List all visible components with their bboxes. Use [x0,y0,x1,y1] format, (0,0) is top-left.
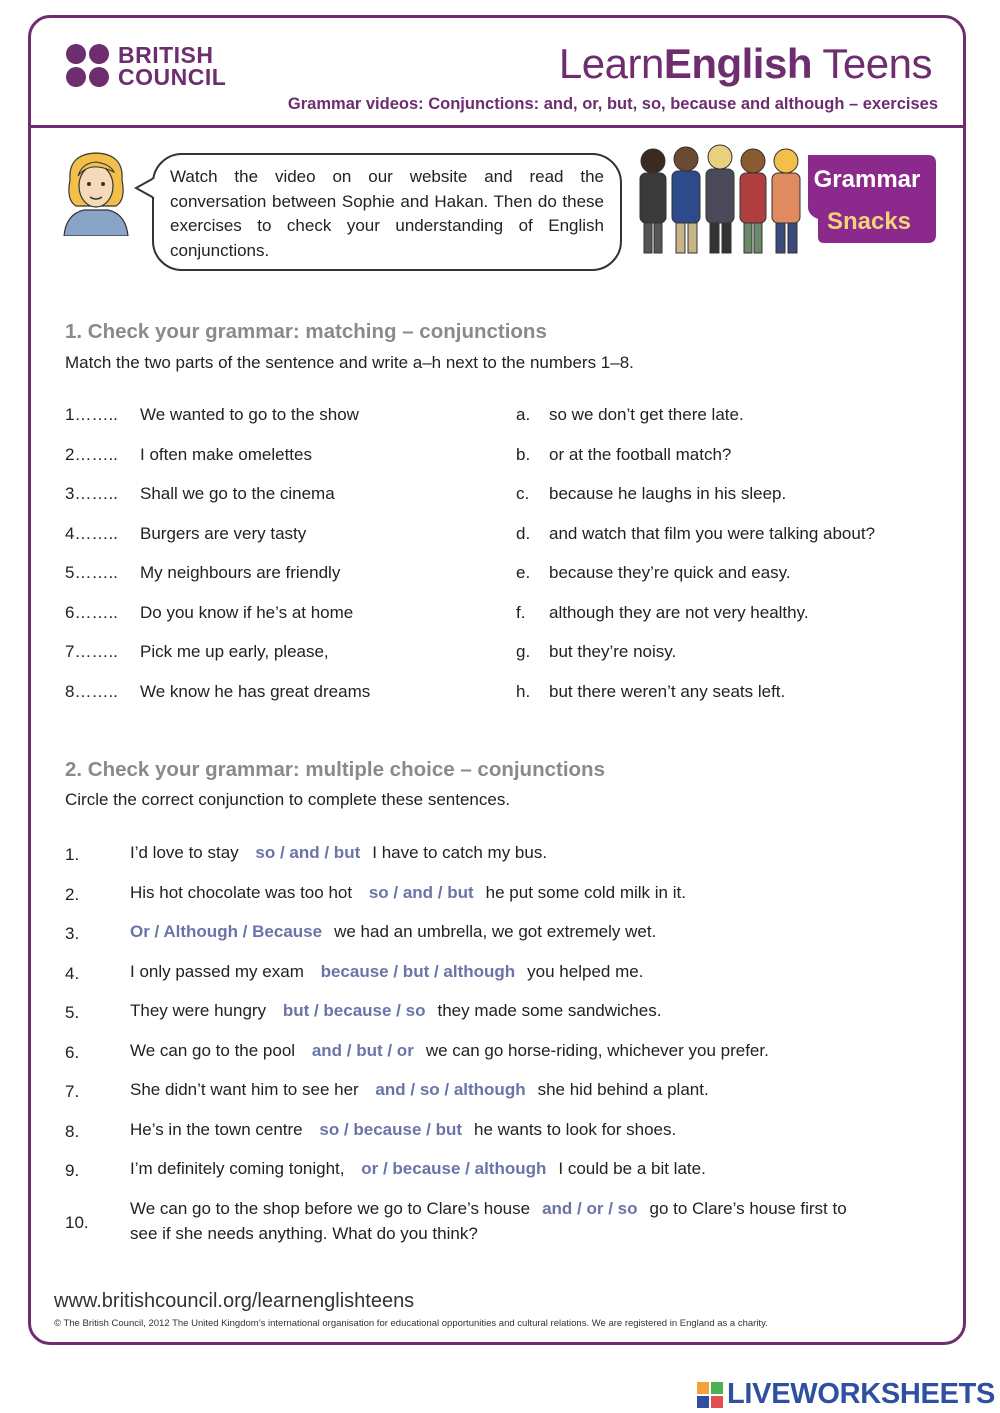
answer-blank[interactable]: 4…….. [65,523,118,543]
mc-options[interactable]: and / or / so [542,1198,638,1218]
mc-sentence [130,1041,769,1061]
mc-before: We can go to the shop before we go to Clare’s house [130,1198,531,1218]
mc-sentence [130,962,643,982]
mc-options[interactable]: so / and / but [368,882,474,902]
mc-options[interactable]: but / because / so [282,1001,426,1020]
mc-number: 1. [65,845,80,864]
mc-number: 6. [65,1042,80,1062]
mc-sentence [130,1199,847,1219]
brand-title [559,40,932,88]
section1-title: 1. Check your grammar: matching – conjunctions [65,320,547,343]
ending-letter: c. [516,484,530,503]
liveworksheets-logo [697,1378,995,1411]
mc-after: you helped me. [527,961,644,981]
sentence-ending: so we don’t get there late. [549,405,744,424]
mc-after: we can go horse-riding, whichever you prefer. [425,1040,769,1060]
logo-line2: COUNCIL [118,64,227,90]
sentence-ending: but they’re noisy. [549,642,677,661]
logo-dots-icon [66,44,110,88]
mc-before: She didn’t want him to see her [130,1080,359,1099]
mc-options[interactable]: and / so / although [375,1080,526,1099]
section1-instruction: Match the two parts of the sentence and write a–h next to the numbers 1–8. [65,353,634,372]
mc-options[interactable]: and / but / or [311,1040,414,1060]
mc-sentence [130,843,547,863]
answer-blank[interactable]: 2…….. [65,444,118,464]
ending-letter: h. [516,681,531,701]
mc-options[interactable]: or / because / although [361,1159,547,1178]
page-subtitle: Grammar videos: Conjunctions: and, or, but, so, because and although – exercises [287,95,938,113]
ending-letter: d. [516,523,531,543]
mc-number: 9. [65,1161,80,1180]
ending-letter: e. [516,563,531,582]
mc-number: 5. [65,1003,80,1022]
mc-after: I have to catch my bus. [372,843,548,862]
sentence-start: I often make omelettes [140,444,312,464]
sentence-start: Shall we go to the cinema [140,484,335,503]
intro-speech-bubble: Watch the video on our website and read the conversation between Sophie and Hakan. Then do these exercises to check your understanding of English conjunctions. [152,153,622,271]
answer-blank[interactable]: 5…….. [65,563,118,582]
mc-number: 3. [65,924,80,943]
sentence-start: Burgers are very tasty [140,523,307,543]
mc-after: she hid behind a plant. [537,1080,709,1099]
mc-sentence [130,1120,676,1140]
answer-blank[interactable]: 6…….. [65,602,118,622]
sentence-ending: although they are not very healthy. [549,602,809,622]
sentence-ending: and watch that film you were talking about? [549,523,876,543]
grammar-snacks-badge [632,143,940,261]
ending-letter: a. [516,405,531,424]
brand-post: Teens [812,40,932,87]
mc-before: His hot chocolate was too hot [130,882,353,902]
mc-sentence [130,922,656,942]
logo-line1: BRITISH [118,42,214,68]
sentence-start: We know he has great dreams [140,681,371,701]
mc-before: We can go to the pool [130,1040,296,1060]
mc-after: they made some sandwiches. [437,1001,662,1020]
liveworksheets-icon [697,1382,723,1408]
mc-sentence [130,1159,706,1179]
answer-blank[interactable]: 8…….. [65,681,118,701]
header-divider [28,125,966,128]
sentence-start: We wanted to go to the show [140,405,359,424]
badge-line2: Snacks [826,208,912,235]
sentence-ending: or at the football match? [549,444,732,464]
sophie-portrait-icon [60,150,132,236]
mc-after: I could be a bit late. [558,1159,706,1178]
mc-after: he put some cold milk in it. [485,882,686,902]
sentence-ending: because he laughs in his sleep. [549,484,787,503]
brand-pre: Learn [558,40,664,87]
mc-after: go to Clare’s house first to [649,1198,847,1218]
brand-bold: English [663,40,812,87]
mc-sentence [130,883,686,903]
ending-letter: f. [516,602,526,622]
mc-options[interactable]: so / and / but [255,843,361,862]
mc-options[interactable]: because / but / although [320,961,516,981]
mc-after: he wants to look for shoes. [474,1119,677,1139]
mc-options[interactable]: so / because / but [319,1119,463,1139]
sentence-start: Do you know if he’s at home [140,602,354,622]
mc-sentence [130,1080,709,1100]
mc-after: we had an umbrella, we got extremely wet. [334,922,657,941]
ending-letter: g. [516,642,531,661]
footer-url[interactable]: www.britishcouncil.org/learnenglishteens [54,1290,415,1312]
answer-blank[interactable]: 3…….. [65,484,118,503]
liveworksheets-text: LIVEWORKSHEETS [727,1378,996,1410]
mc-before: He’s in the town centre [130,1119,303,1139]
badge-line1: Grammar [813,166,921,193]
answer-blank[interactable]: 1…….. [65,405,118,424]
sentence-ending: because they’re quick and easy. [549,563,791,582]
mc-number: 4. [65,963,80,983]
sentence-start: Pick me up early, please, [140,642,329,661]
mc-before: I’d love to stay [130,843,239,862]
footer-copyright: © The British Council, 2012 The United Kingdom’s international organisation for educational opportunities and cultural relations. We are registered in England as a charity. [54,1318,768,1329]
mc-number: 10. [65,1212,89,1232]
sentence-ending: but there weren’t any seats left. [549,681,786,701]
section2-title: 2. Check your grammar: multiple choice – conjunctions [65,758,605,781]
section2-instruction: Circle the correct conjunction to complete these sentences. [65,790,511,809]
sentence-start: My neighbours are friendly [140,563,341,582]
mc-before: They were hungry [130,1001,267,1020]
british-council-logo [66,44,226,88]
answer-blank[interactable]: 7…….. [65,642,118,661]
speech-bubble-tail [134,176,156,200]
mc-sentence [130,1001,661,1021]
mc-options[interactable]: Or / Although / Because [130,922,323,941]
mc-number: 7. [65,1082,80,1101]
ending-letter: b. [516,444,531,464]
mc-number: 8. [65,1121,80,1141]
mc-sentence-line2: see if she needs anything. What do you think? [130,1223,478,1243]
mc-before: I’m definitely coming tonight, [130,1159,345,1178]
mc-number: 2. [65,884,80,904]
mc-before: I only passed my exam [130,961,304,981]
